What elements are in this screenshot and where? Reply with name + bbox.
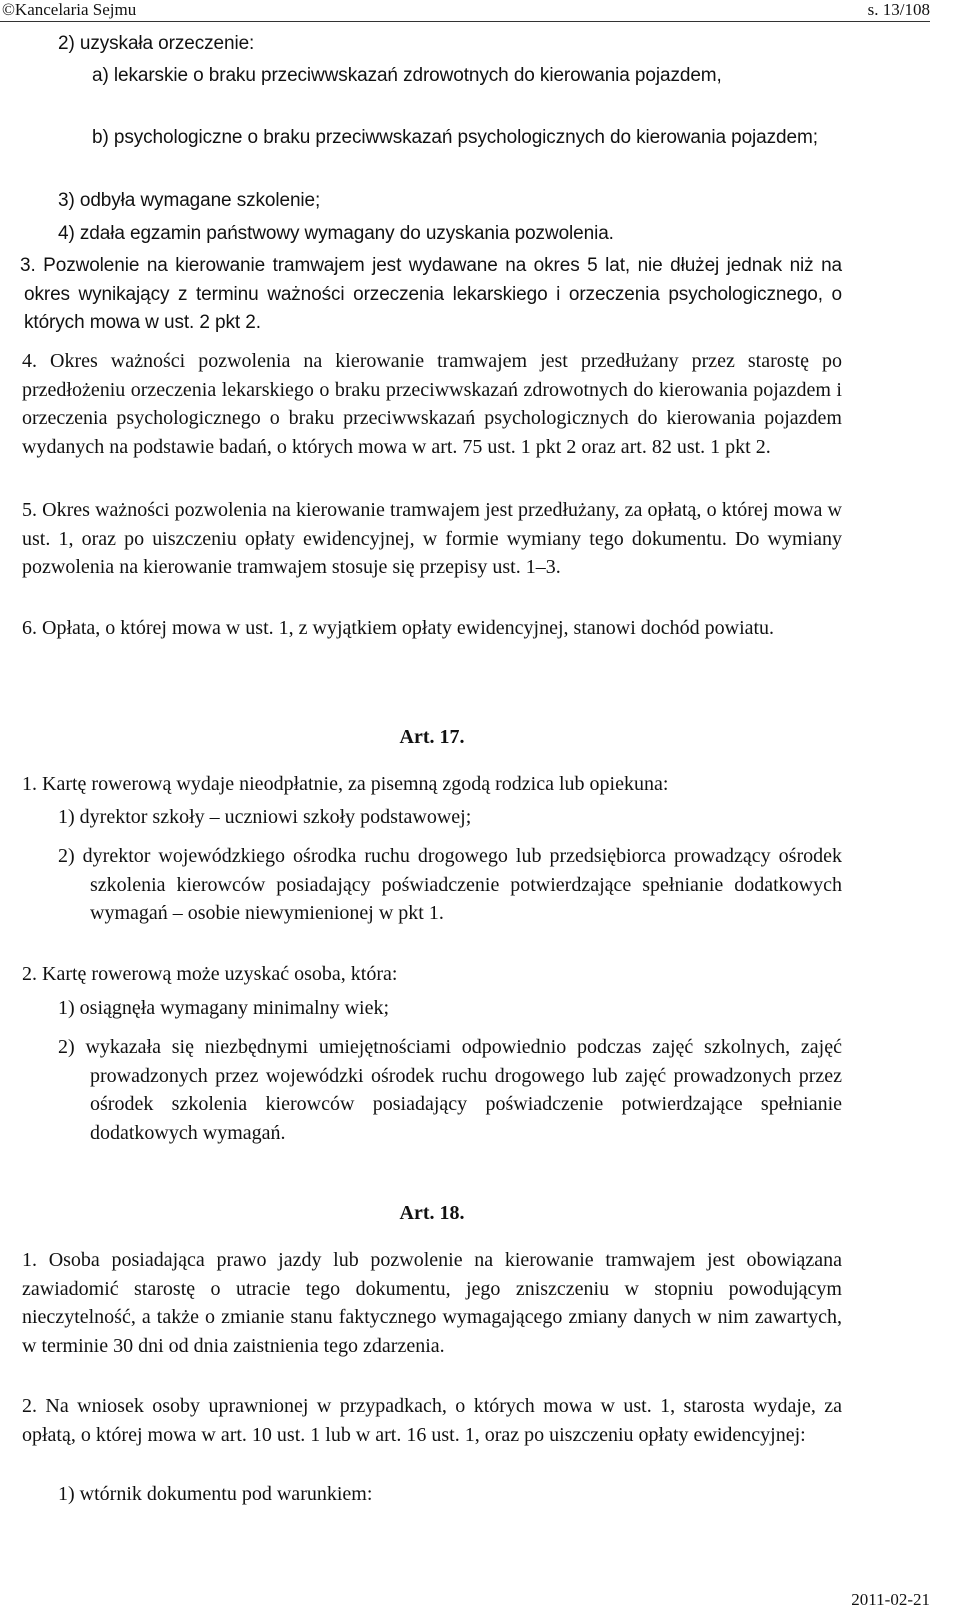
art16-point-2b: b) psychologiczne o braku przeciwwskazań psychologicznych do kierowania pojazdem; [92,127,818,148]
art16-point-4: 4) zdała egzamin państwowy wymagany do uzyskania pozwolenia. [58,223,614,244]
art16-point-2: 2) uzyskała orzeczenie: [58,33,255,54]
art16-ust-5: 5. Okres ważności pozwolenia na kierowanie tramwajem jest przedłużany, za opłatą, o której mowa w ust. 1, oraz po uiszczeniu opłaty ewidencyjnej, w formie wymiany tego dokumentu. Do wymiany pozwolenia na kierowanie tramwajem stosuje się przepisy ust. 1–3. [22,499,842,578]
art17-heading: Art. 17. [399,726,465,748]
art17-ust-1-point-1: 1) dyrektor szkoły – uczniowi szkoły podstawowej; [58,806,472,828]
art16-point-3: 3) odbyła wymagane szkolenie; [58,190,321,211]
art17-ust-2-point-2: 2) wykazała się niezbędnymi umiejętnościami odpowiednio podczas zajęć szkolnych, zajęć prowadzonych przez wojewódzki ośrodek ruchu drogowego lub zajęć prowadzonych przez ośrodek szkolenia kierowców posiadający poświadczenie potwierdzające spełnianie dodatkowych wymagań. [58,1036,842,1144]
art18-heading: Art. 18. [399,1202,465,1224]
art17-ust-1-point-2: 2) dyrektor wojewódzkiego ośrodka ruchu drogowego lub przedsiębiorca prowadzący ośrodek szkolenia kierowców posiadający poświadczenie potwierdzające spełnianie dodatkowych wymagań – osobie niewymienionej w pkt 1. [58,845,842,924]
page-number: s. 13/108 [867,0,930,19]
art16-point-2a: a) lekarskie o braku przeciwwskazań zdrowotnych do kierowania pojazdem, [92,65,722,86]
art16-ust-3: 3. Pozwolenie na kierowanie tramwajem jest wydawane na okres 5 lat, nie dłużej jednak niż na okres wynikający z terminu ważności orzeczenia lekarskiego i orzeczenia psychologicznego, o których mowa w ust. 2 pkt 2. [20,255,842,333]
art17-ust-2: 2. Kartę rowerową może uzyskać osoba, która: [22,963,398,985]
header-divider [0,21,930,22]
art18-ust-2: 2. Na wniosek osoby uprawnionej w przypadkach, o których mowa w ust. 1, starosta wydaje, za opłatą, o której mowa w art. 10 ust. 1 lub w art. 16 ust. 1, oraz po uiszczeniu opłaty ewidencyjnej: [22,1395,842,1446]
art18-ust-1: 1. Osoba posiadająca prawo jazdy lub pozwolenie na kierowanie tramwajem jest obowiązana zawiadomić starostę o utracie tego dokumentu, jego zniszczeniu w stopniu powodującym nieczytelność, a także o zmianie stanu faktycznego wymagającego zmiany danych w nim zawartych, w terminie 30 dni od dnia zaistnienia tego zdarzenia. [22,1249,842,1357]
art17-ust-1: 1. Kartę rowerową wydaje nieodpłatnie, za pisemną zgodą rodzica lub opiekuna: [22,773,669,795]
art16-ust-6: 6. Opłata, o której mowa w ust. 1, z wyjątkiem opłaty ewidencyjnej, stanowi dochód powiatu. [22,617,775,639]
art16-ust-4: 4. Okres ważności pozwolenia na kierowanie tramwajem jest przedłużany przez starostę po przedłożeniu orzeczenia lekarskiego o braku przeciwwskazań zdrowotnych do kierowania pojazdem i orzeczenia psychologicznego o braku przeciwwskazań psychologicznych do kierowania pojazdem wydanych na podstawie badań, o których mowa w art. 75 ust. 1 pkt 2 oraz art. 82 ust. 1 pkt 2. [22,350,842,458]
art18-ust-2-point-1: 1) wtórnik dokumentu pod warunkiem: [58,1483,373,1505]
footer-date: 2011-02-21 [851,1590,930,1609]
copyright-label: ©Kancelaria Sejmu [2,0,137,19]
art17-ust-2-point-1: 1) osiągnęła wymagany minimalny wiek; [58,997,390,1019]
